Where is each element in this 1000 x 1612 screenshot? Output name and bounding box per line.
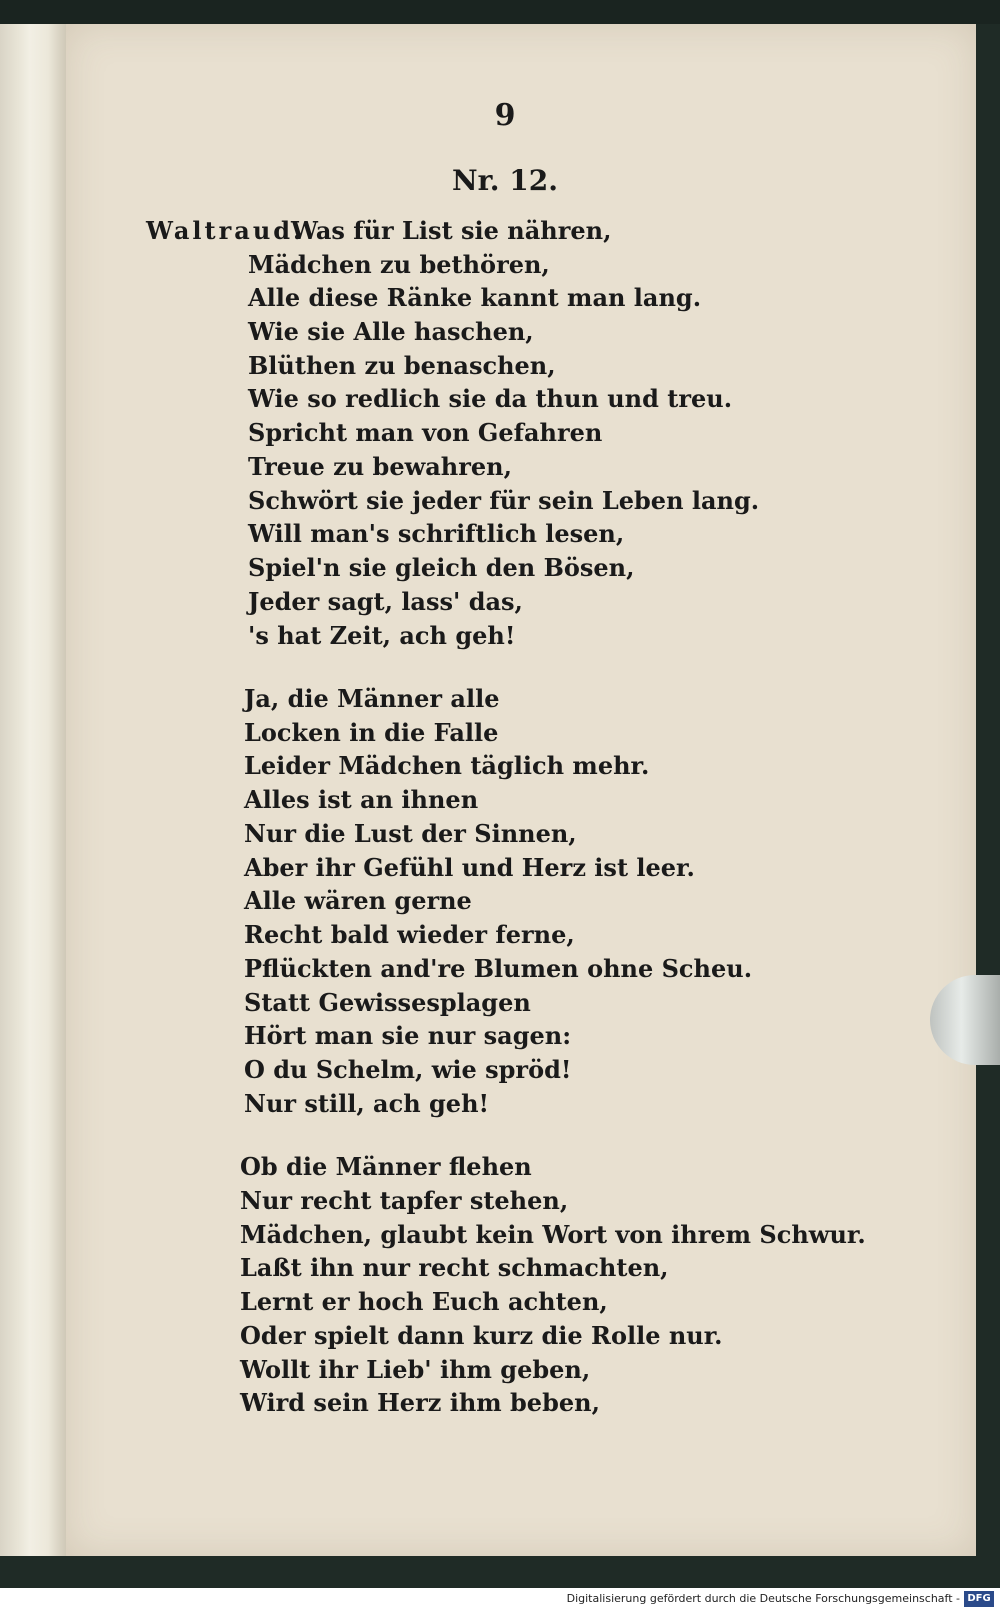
verse-line: Wollt ihr Lieb' ihm geben, [240, 1355, 591, 1384]
verse-line: Alle diese Ränke kannt man lang. [248, 283, 702, 312]
verse-line: Wird sein Herz ihm beben, [240, 1388, 600, 1417]
verse-line: Nur still, ach geh! [244, 1089, 490, 1118]
scan-top-border [0, 0, 1000, 24]
verse-line: Ja, die Männer alle [244, 684, 500, 713]
verse-line: Leider Mädchen täglich mehr. [244, 751, 650, 780]
book-page [66, 24, 976, 1556]
verse-line: Ob die Männer flehen [240, 1152, 532, 1181]
verse-line: Wie sie Alle haschen, [248, 317, 534, 346]
verse-line: Spricht man von Gefahren [248, 418, 603, 447]
verse-line: O du Schelm, wie spröd! [244, 1055, 572, 1084]
verse-line: Was für List sie nähren, [291, 216, 612, 245]
digitization-credit: Digitalisierung gefördert durch die Deutsche Forschungsgemeinschaft - [566, 1592, 960, 1605]
verse-line: Treue zu bewahren, [248, 452, 512, 481]
verse-line: Alle wären gerne [244, 886, 472, 915]
verse-line: Spiel'n sie gleich den Bösen, [248, 553, 635, 582]
verse-line: Locken in die Falle [244, 718, 499, 747]
verse-line: Nur recht tapfer stehen, [240, 1186, 569, 1215]
verse-line: Aber ihr Gefühl und Herz ist leer. [244, 853, 695, 882]
verse-line: Mädchen, glaubt kein Wort von ihrem Schwur. [240, 1220, 866, 1249]
verse-line: Statt Gewissesplagen [244, 988, 531, 1017]
verse-line: Nur die Lust der Sinnen, [244, 819, 577, 848]
speaker-name: Waltraud. [146, 216, 305, 245]
verse-line: Oder spielt dann kurz die Rolle nur. [240, 1321, 723, 1350]
page-number: 9 [494, 98, 516, 133]
verse-line: Blüthen zu benaschen, [248, 351, 556, 380]
verse-line: Alles ist an ihnen [244, 785, 479, 814]
verse-line: Pflückten and're Blumen ohne Scheu. [244, 954, 753, 983]
verse-line: Lernt er hoch Euch achten, [240, 1287, 608, 1316]
verse-line: Schwört sie jeder für sein Leben lang. [248, 486, 760, 515]
book-binding [0, 24, 70, 1556]
verse-line: Hört man sie nur sagen: [244, 1021, 572, 1050]
section-title: Nr. 12. [452, 164, 558, 197]
verse-line: Will man's schriftlich lesen, [248, 519, 625, 548]
verse-line: Jeder sagt, lass' das, [248, 587, 523, 616]
verse-line: Wie so redlich sie da thun und treu. [248, 384, 733, 413]
verse-line: Recht bald wieder ferne, [244, 920, 575, 949]
dfg-logo-icon: DFG [964, 1591, 994, 1607]
verse-line: Mädchen zu bethören, [248, 250, 550, 279]
verse-line: Laßt ihn nur recht schmachten, [240, 1253, 669, 1282]
verse-line: 's hat Zeit, ach geh! [248, 621, 516, 650]
